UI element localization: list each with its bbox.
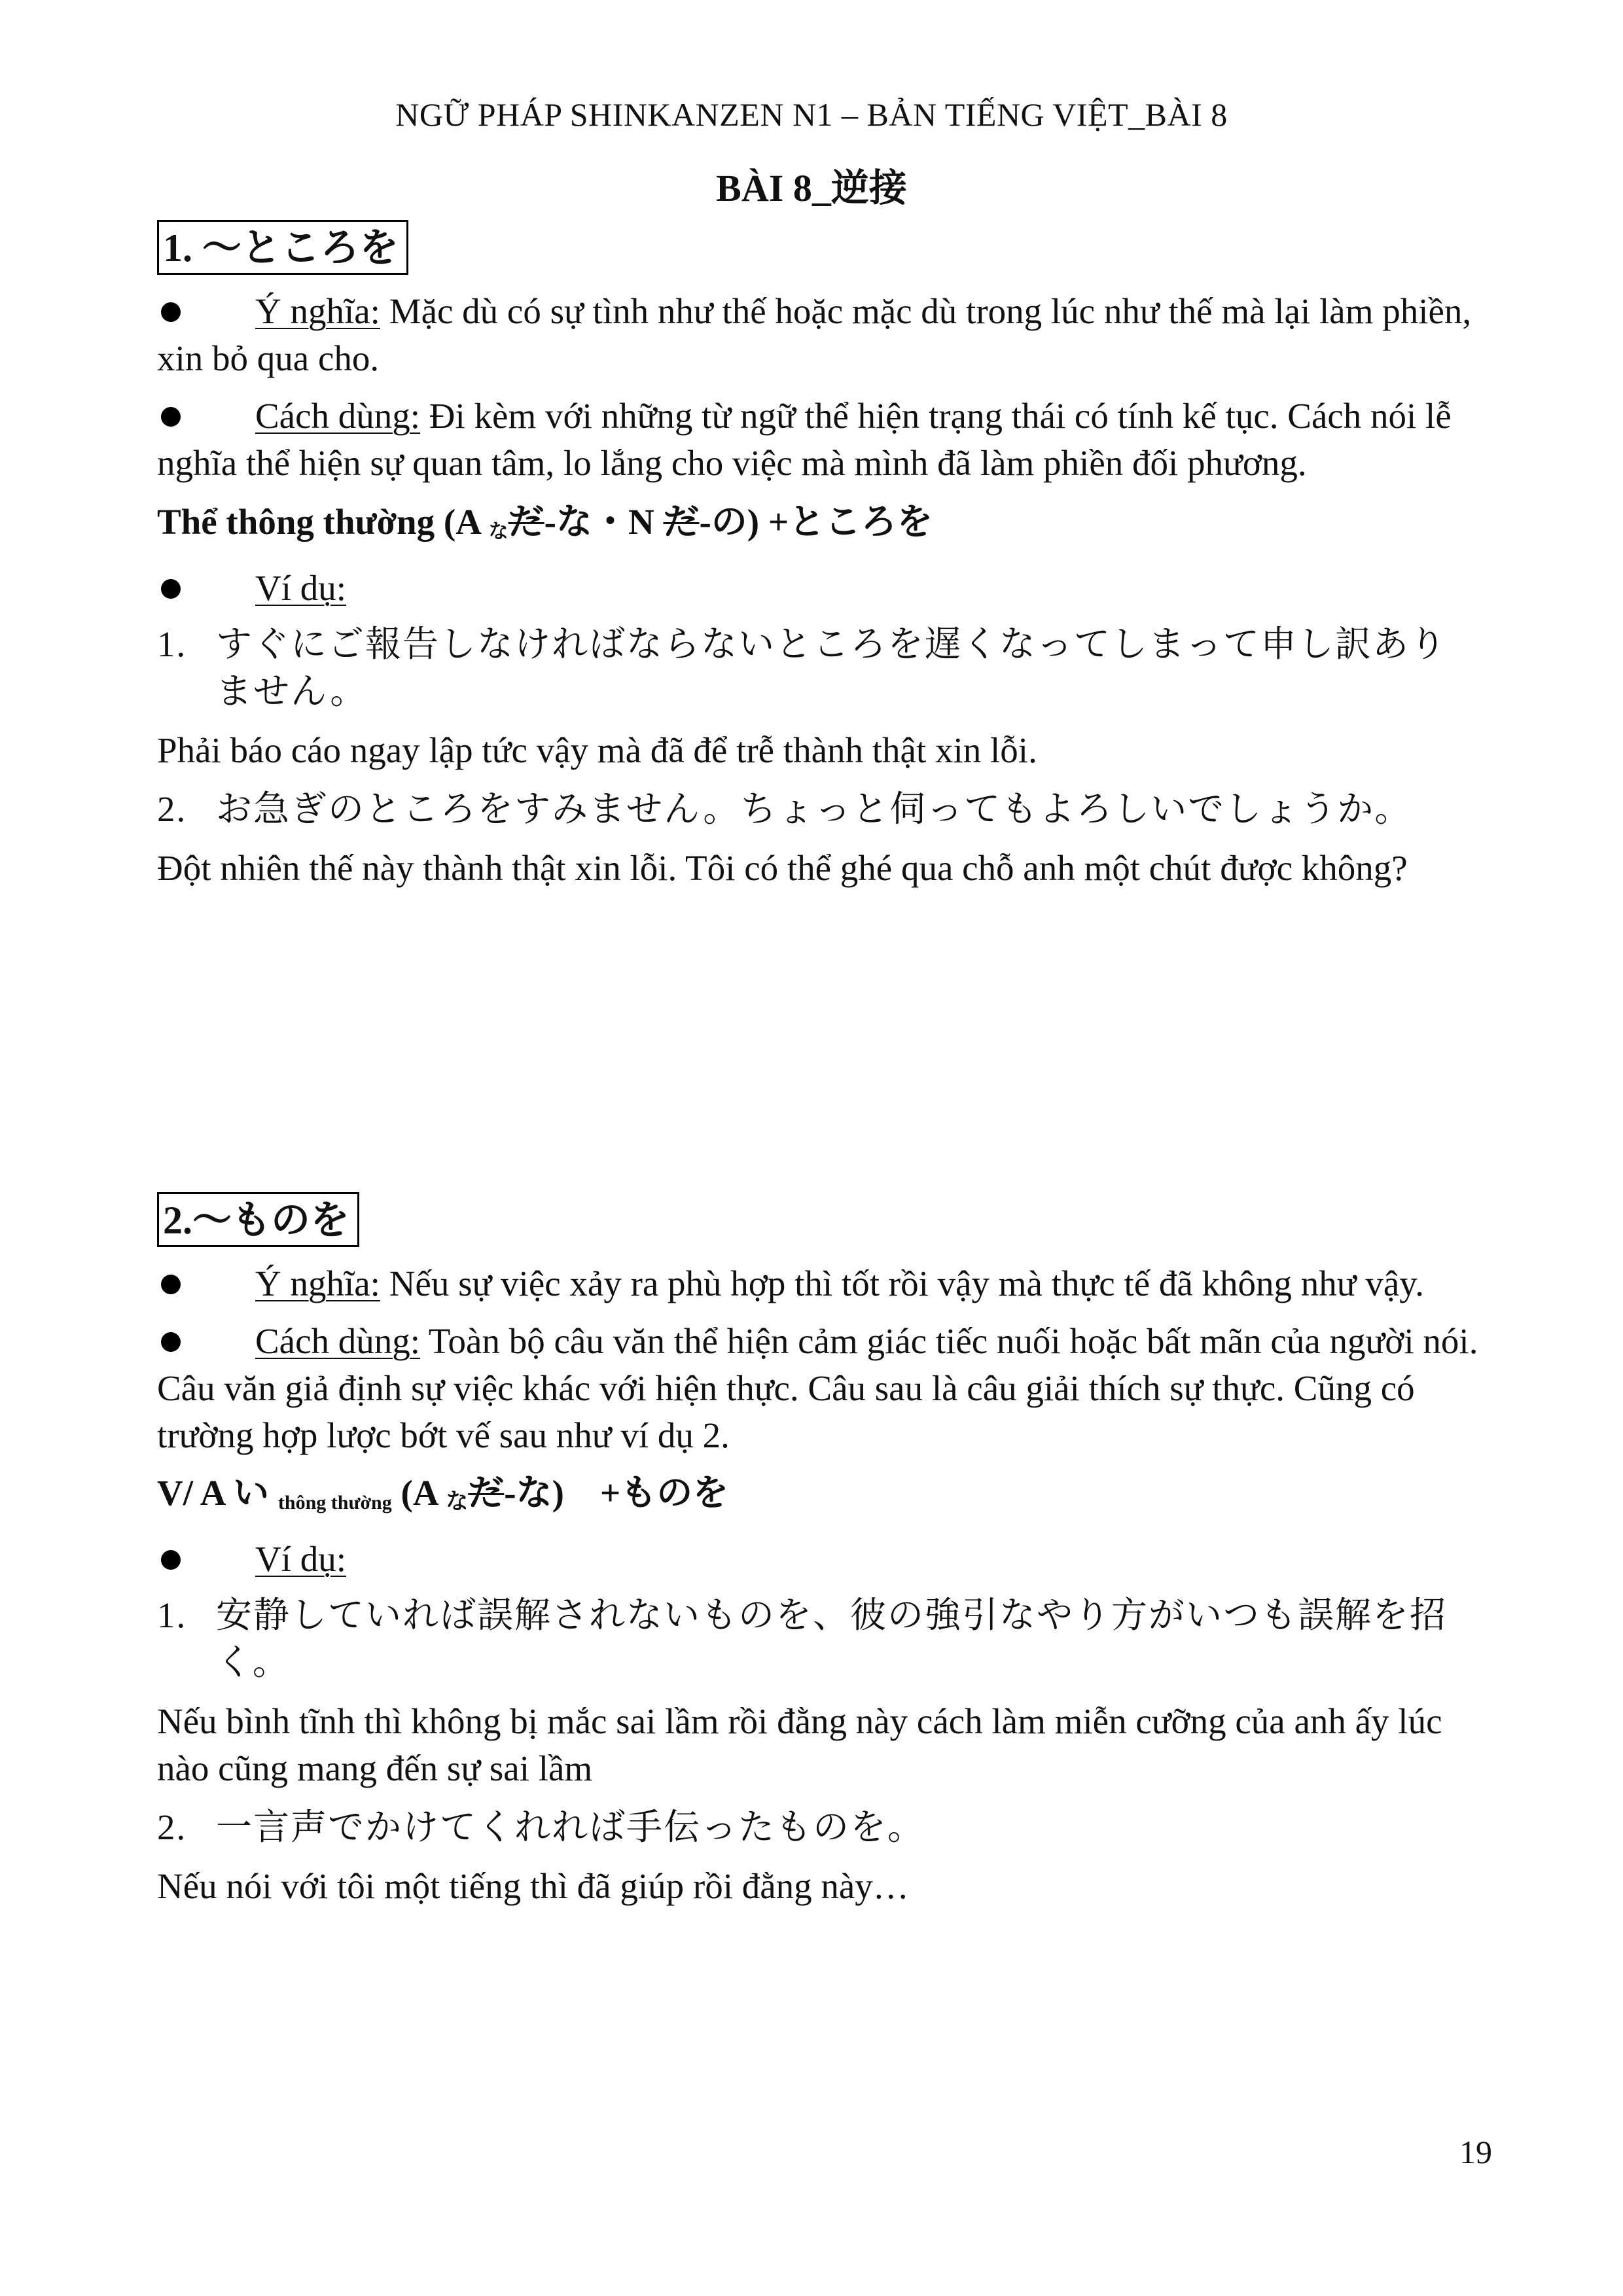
example-translation: Nếu bình tĩnh thì không bị mắc sai lầm rồi đằng này cách làm miễn cưỡng của anh ấy lúc nào cũng mang đến sự sai lầm — [157, 1701, 1442, 1788]
grammar-formula — [157, 499, 1479, 556]
example-translation: Đột nhiên thế này thành thật xin lỗi. Tôi có thể ghé qua chỗ anh một chút được không? — [157, 848, 1408, 888]
formula-strike: だ — [468, 1473, 505, 1513]
lesson-title: BÀI 8_逆接 — [716, 167, 907, 209]
example-number: 1. — [157, 1595, 187, 1635]
example-number: 1. — [157, 624, 187, 664]
bullet-icon — [161, 407, 181, 427]
section-2 — [157, 1192, 1479, 1910]
example-translation: Phải báo cáo ngay lập tức vậy mà đã để trễ thành thật xin lỗi. — [157, 730, 1037, 770]
formula-part: Thể thông thường (A — [157, 502, 489, 542]
meaning-label: Ý nghĩa: — [255, 1263, 380, 1303]
example-number: 2. — [157, 789, 187, 829]
example-label: Ví dụ: — [255, 568, 347, 608]
formula-part: -な・N — [544, 502, 664, 542]
meaning-label: Ý nghĩa: — [255, 291, 380, 331]
example-text: すぐにご報告しなければならないところを遅くなってしまって申し訳ありません。 — [216, 624, 1448, 711]
bullet-icon — [161, 302, 181, 322]
example-number: 2. — [157, 1807, 187, 1847]
bullet-icon — [161, 1275, 181, 1294]
usage-label: Cách dùng: — [255, 1321, 421, 1361]
section-1 — [157, 220, 1479, 892]
formula-subscript: thông thường — [277, 1492, 392, 1513]
usage-label: Cách dùng: — [255, 396, 421, 436]
formula-subscript: な — [488, 521, 508, 542]
usage-bullet — [157, 393, 1479, 487]
page-number: 19 — [1459, 2134, 1492, 2170]
usage-text: Toàn bộ câu văn thể hiện cảm giác tiếc nuối hoặc bất mãn của người nói. Câu văn giả định sự việc khác với hiện thực. Câu sau là câu giải thích sự thực. Cũng có trường hợp lược bớt vế sau như ví dụ 2. — [157, 1321, 1478, 1455]
grammar-formula — [157, 1470, 1479, 1527]
example-label: Ví dụ: — [255, 1539, 347, 1579]
meaning-text: Nếu sự việc xảy ra phù hợp thì tốt rồi vậy mà thực tế đã không như vậy. — [380, 1263, 1424, 1303]
formula-part: -の) +ところを — [699, 502, 933, 542]
example-japanese — [157, 621, 1479, 715]
example-text: お急ぎのところをすみません。ちょっと伺ってもよろしいでしょうか。 — [216, 789, 1412, 829]
example-translation: Nếu nói với tôi một tiếng thì đã giúp rồi đằng này… — [157, 1866, 909, 1906]
example-japanese — [157, 786, 1479, 833]
bullet-icon — [161, 1332, 181, 1352]
usage-bullet — [157, 1318, 1479, 1459]
formula-strike: だ — [508, 502, 544, 542]
formula-strike: だ — [663, 502, 700, 542]
meaning-bullet — [157, 1260, 1479, 1307]
example-text: 一言声でかけてくれれば手伝ったものを。 — [216, 1807, 925, 1847]
section-title: 2.〜ものを — [157, 1192, 359, 1247]
bullet-icon — [161, 1550, 181, 1570]
bullet-icon — [161, 579, 181, 599]
example-bullet — [157, 1536, 1479, 1583]
meaning-text: Mặc dù có sự tình như thế hoặc mặc dù trong lúc như thế mà lại làm phiền, xin bỏ qua cho. — [157, 291, 1472, 378]
example-japanese — [157, 1804, 1479, 1851]
formula-part: (A — [391, 1473, 446, 1513]
meaning-bullet — [157, 288, 1479, 382]
page-header: NGỮ PHÁP SHINKANZEN N1 – BẢN TIẾNG VIỆT_BÀI 8 — [395, 96, 1228, 133]
formula-part: V/ A い — [157, 1473, 278, 1513]
formula-part: -な) +ものを — [504, 1473, 729, 1513]
formula-subscript: な — [446, 1490, 469, 1514]
section-title: 1. 〜ところを — [157, 220, 408, 275]
example-text: 安静していれば誤解されないものを、彼の強引なやり方がいつも誤解を招く。 — [216, 1595, 1448, 1682]
example-japanese — [157, 1592, 1479, 1686]
usage-text: Đi kèm với những từ ngữ thể hiện trạng thái có tính kế tục. Cách nói lễ nghĩa thể hiện sự quan tâm, lo lắng cho việc mà mình đã làm phiền đối phương. — [157, 396, 1452, 483]
example-bullet — [157, 565, 1479, 612]
